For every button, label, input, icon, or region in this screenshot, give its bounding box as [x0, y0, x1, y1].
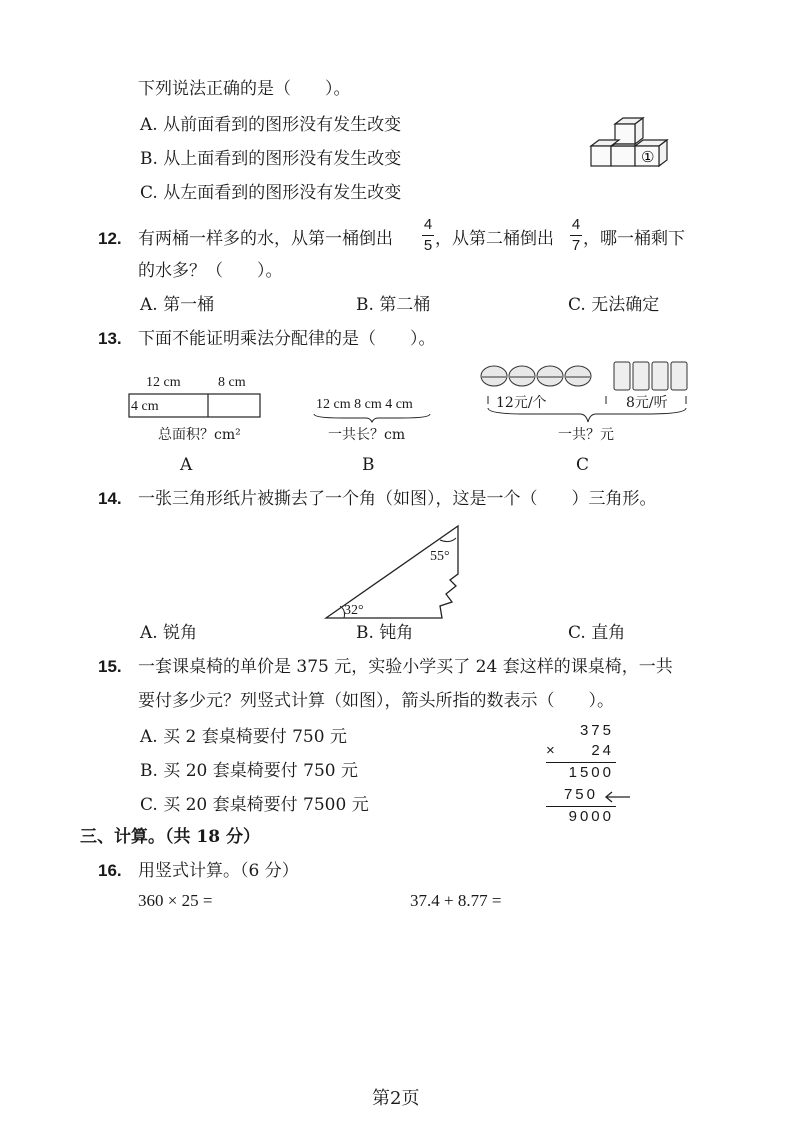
- q13c-question: 一共？元: [558, 427, 614, 443]
- q11-option-b[interactable]: B. 从上面看到的图形没有发生改变: [140, 149, 402, 169]
- angle-55: 55°: [430, 549, 450, 564]
- q15-option-a[interactable]: A. 买 2 套桌椅要付 750 元: [140, 727, 347, 747]
- q13a-label: A: [180, 455, 193, 475]
- q13c-label: C: [576, 455, 590, 475]
- q12-line2: 的水多？（ ）。: [138, 261, 283, 281]
- burgers-icon: [480, 362, 600, 390]
- q12-frac2-den: 7: [571, 237, 581, 254]
- q12-frac2-num: 4: [571, 216, 581, 233]
- q15-line1: 一套课桌椅的单价是 375 元，实验小学买了 24 套这样的课桌椅，一共: [138, 657, 673, 677]
- q15-number: 15.: [98, 657, 122, 676]
- q15-option-b[interactable]: B. 买 20 套桌椅要付 750 元: [140, 761, 358, 781]
- q13-number: 13.: [98, 329, 122, 348]
- calc-9000: 9000: [568, 808, 614, 825]
- q13b-question: 一共长？cm: [328, 427, 406, 443]
- q14-option-a[interactable]: A. 锐角: [140, 623, 198, 643]
- q13-stem: 下面不能证明乘法分配律的是（ ）。: [138, 329, 436, 349]
- q13a-height: 4 cm: [131, 399, 159, 414]
- cube-label: ①: [641, 148, 655, 166]
- q16-expr-1: 360 × 25 =: [138, 891, 213, 910]
- cube-figure: [585, 116, 680, 188]
- q16-stem: 用竖式计算。（6 分）: [138, 861, 299, 881]
- angle-32: 32°: [344, 603, 364, 618]
- section-3-title: 三、计算。（共 18 分）: [80, 827, 260, 847]
- q14-option-c[interactable]: C. 直角: [568, 623, 626, 643]
- q12-option-a[interactable]: A. 第一桶: [140, 295, 215, 315]
- q14-stem: 一张三角形纸片被撕去了一个角（如图），这是一个（ ）三角形。: [138, 489, 657, 509]
- q11-option-c[interactable]: C. 从左面看到的图形没有发生改变: [140, 183, 402, 203]
- q13a-question: 总面积？cm²: [158, 427, 241, 443]
- q11-option-a[interactable]: A. 从前面看到的图形没有发生改变: [140, 115, 402, 135]
- q13b-bracket: [312, 412, 432, 424]
- q16-expr-2: 37.4 + 8.77 =: [410, 891, 502, 910]
- calc-750: 750: [563, 786, 598, 803]
- arrow-left-icon: [602, 790, 632, 804]
- q12-text-a: 有两桶一样多的水，从第一桶倒出: [138, 229, 393, 249]
- q12-frac1-den: 5: [423, 237, 433, 254]
- q13c-price-burger: 12元/个: [496, 395, 547, 411]
- q15-line2: 要付多少元？列竖式计算（如图），箭头所指的数表示（ ）。: [138, 691, 614, 711]
- q12-text-c: ，哪一桶剩下: [583, 229, 685, 249]
- q12-frac2-bar: [570, 235, 582, 236]
- q13b-label: B: [362, 455, 375, 475]
- calc-375: 375: [579, 722, 614, 739]
- q13b-segments: 12 cm 8 cm 4 cm: [316, 397, 413, 412]
- q13c-price-can: 8元/听: [626, 395, 668, 411]
- q12-frac1-num: 4: [423, 216, 433, 233]
- cans-icon: [612, 360, 692, 392]
- q13a-width2: 8 cm: [218, 375, 246, 390]
- q11-stem: 下列说法正确的是（ ）。: [138, 79, 351, 99]
- calc-24: 24: [591, 742, 614, 759]
- calc-times: ×: [546, 742, 558, 759]
- q12-option-c[interactable]: C. 无法确定: [568, 295, 660, 315]
- q16-number: 16.: [98, 861, 122, 880]
- page-number: 第2页: [372, 1088, 420, 1109]
- calc-1500: 1500: [568, 764, 614, 781]
- q12-number: 12.: [98, 229, 122, 248]
- q15-option-c[interactable]: C. 买 20 套桌椅要付 7500 元: [140, 795, 369, 815]
- q14-number: 14.: [98, 489, 122, 508]
- calc-rule-2: [546, 806, 616, 807]
- q14-option-b[interactable]: B. 钝角: [356, 623, 414, 643]
- q12-option-b[interactable]: B. 第二桶: [356, 295, 431, 315]
- q13a-width1: 12 cm: [146, 375, 181, 390]
- q12-frac1-bar: [422, 235, 434, 236]
- q12-text-b: ，从第二桶倒出: [435, 229, 554, 249]
- calc-rule-1: [546, 762, 616, 763]
